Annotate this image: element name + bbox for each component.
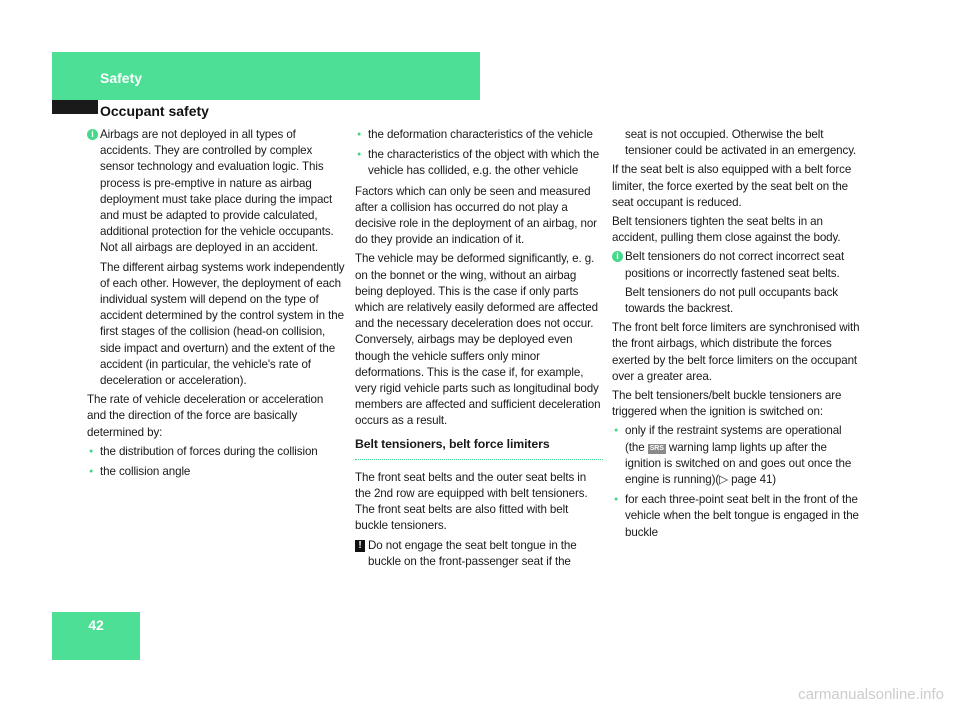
paragraph: The belt tensioners/belt buckle tensioners are triggered when the ignition is switched on: [612, 389, 842, 419]
list-text: only if the restraint systems are operational (the [625, 424, 842, 454]
section-label: Safety [100, 70, 143, 86]
list-item: ● the distribution of forces during the collision [87, 444, 345, 460]
warning-note [355, 538, 603, 570]
section-subheading: Belt tensioners, belt force limiters [355, 436, 603, 460]
page-title: Occupant safety [100, 103, 209, 119]
info-paragraph: Belt tensioners do not correct incorrect seat positions or incorrectly fastened seat belts. [625, 250, 845, 280]
title-marker [52, 100, 98, 114]
watermark: carmanualsonline.info [798, 686, 944, 703]
list-item: ● the collision angle [87, 464, 345, 480]
srs-warning-lamp-icon: SRS [649, 444, 664, 452]
warning-icon: ! [355, 540, 365, 552]
paragraph: If the seat belt is also equipped with a belt force limiter, the force exerted by the seat belt on the seat occupant is reduced. [612, 163, 852, 209]
info-note-belt-tensioners [612, 249, 860, 317]
column-3 [612, 127, 860, 545]
paragraph: Factors which can only be seen and measured after a collision has occurred do not play a decisive role in the deployment of an airbag, nor do they provide an indication of it. [355, 184, 597, 247]
column-2 [355, 127, 603, 573]
page-reference-link[interactable]: page 41) [731, 473, 777, 487]
paragraph: The rate of vehicle deceleration or acceleration and the direction of the force are basically determined by: [87, 393, 324, 439]
column-1 [87, 127, 345, 484]
warning-continued: seat is not occupied. Otherwise the belt tensioner could be activated in an emergency. [625, 128, 857, 158]
paragraph: The front seat belts and the outer seat belts in the 2nd row are equipped with belt tensioners. The front seat belts are also fitted with belt buckle tensioners. [355, 470, 588, 533]
paragraph: The front belt force limiters are synchronised with the front airbags, which distribute the forces exerted by the belt force limiters on the occupant over a greater area. [612, 321, 860, 383]
page-ref-arrow-icon: ▷ [719, 473, 728, 487]
list-item: ● the characteristics of the object with which the vehicle has collided, e.g. the other vehicle [355, 147, 603, 179]
page-number: 42 [88, 617, 104, 633]
list-item: ● for each three-point seat belt in the front of the vehicle when the belt tongue is engaged in the buckle [612, 492, 860, 541]
info-paragraph: Belt tensioners do not pull occupants back towards the backrest. [625, 285, 838, 316]
warning-text: Do not engage the seat belt tongue in the buckle on the front-passenger seat if the [368, 538, 577, 568]
info-note-airbags [87, 127, 345, 389]
list-item: ● the deformation characteristics of the vehicle [355, 127, 603, 143]
info-paragraph: Airbags are not deployed in all types of accidents. They are controlled by complex sensor technology and evaluation logic. This process is pre-emptive in nature as airbag deployment must take place during the impact and must be adapted to provide calculated, additional protection for the vehicle occupants. Not all airbags are deployed in an accident. [100, 128, 334, 255]
list-text: warning lamp lights up after the ignition is switched on and goes out once the engine is running)( [625, 440, 852, 487]
paragraph: Belt tensioners tighten the seat belts in an accident, pulling them close against the body. [612, 215, 841, 245]
info-icon: i [612, 251, 623, 262]
paragraph: The vehicle may be deformed significantly, e. g. on the bonnet or the wing, without an airbag being deployed. This is the case if only parts which are relatively easily deformed are affected and the necessary deceleration does not occur. Conversely, airbags may be deployed even though the vehicle suffers only minor deformations. This is the case if, for example, very rigid vehicle parts such as longitudinal body members are affected and sufficient deceleration occurs as a result. [355, 252, 601, 428]
info-icon: i [87, 129, 98, 140]
info-paragraph: The different airbag systems work independently of each other. However, the deployment of each individual system will depend on the type of accident determined by the control system in the first stages of the collision (head-on collision, side impact and overturn) and the extent of the accident (in particular, the vehicle's rate of deceleration or acceleration). [100, 260, 345, 388]
list-item [612, 423, 860, 488]
